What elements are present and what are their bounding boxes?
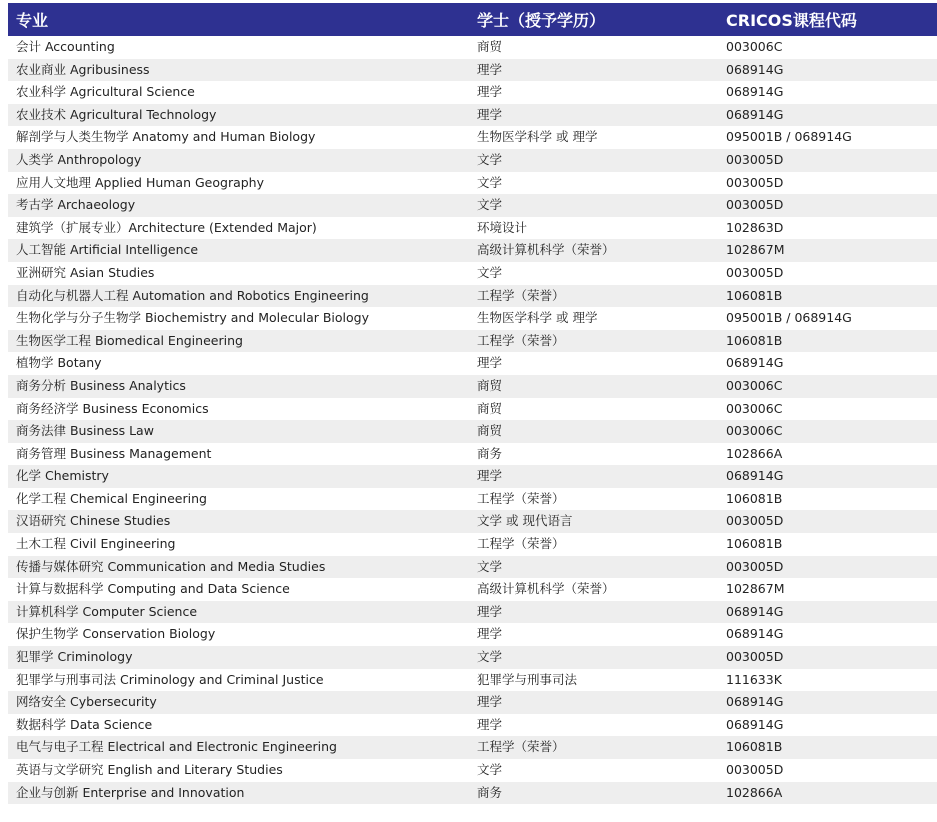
degree-cell: 理学 [477, 106, 503, 122]
major-cell: 商务经济学 Business Economics [16, 400, 209, 416]
table-row [8, 646, 937, 669]
header-cricos-code: CRICOS课程代码 [726, 11, 857, 30]
degree-cell: 文学 [477, 151, 503, 167]
table-row [8, 510, 937, 533]
table-row [8, 736, 937, 759]
degree-cell: 理学 [477, 355, 503, 371]
degree-cell: 高级计算机科学（荣誉） [477, 242, 615, 258]
table-row [8, 533, 937, 556]
degree-cell: 工程学（荣誉） [477, 739, 565, 755]
table-row [8, 59, 937, 82]
cricos-code-cell: 003005D [726, 264, 784, 280]
cricos-code-cell: 068914G [726, 61, 784, 77]
table-row [8, 126, 937, 149]
major-cell: 生物医学工程 Biomedical Engineering [16, 332, 243, 348]
cricos-code-cell: 068914G [726, 468, 784, 484]
major-cell: 化学工程 Chemical Engineering [16, 490, 207, 506]
cricos-code-cell: 068914G [726, 716, 784, 732]
cricos-code-cell: 003005D [726, 558, 784, 574]
cricos-code-cell: 102866A [726, 784, 783, 800]
table-row [8, 330, 937, 353]
cricos-code-cell: 068914G [726, 603, 784, 619]
major-cell: 犯罪学与刑事司法 Criminology and Criminal Justice [16, 671, 324, 687]
degree-cell: 商贸 [477, 39, 503, 54]
major-cell: 建筑学（扩展专业）Architecture (Extended Major) [16, 219, 317, 235]
table-body [8, 36, 937, 804]
table-row [8, 307, 937, 330]
major-cell: 亚洲研究 Asian Studies [16, 264, 155, 280]
degree-cell: 工程学（荣誉） [477, 536, 565, 552]
table-row [8, 420, 937, 443]
cricos-code-cell: 106081B [726, 332, 783, 348]
degree-cell: 商贸 [477, 400, 503, 416]
table-row [8, 714, 937, 737]
cricos-code-cell: 068914G [726, 106, 784, 122]
degree-cell: 理学 [477, 468, 503, 484]
degree-cell: 理学 [477, 716, 503, 732]
degree-cell: 文学 [477, 649, 503, 665]
table-row [8, 578, 937, 601]
header-row [8, 3, 937, 36]
degree-cell: 环境设计 [477, 219, 528, 235]
major-cell: 英语与文学研究 English and Literary Studies [16, 762, 283, 777]
cricos-code-cell: 003005D [726, 197, 784, 213]
degree-cell: 生物医学科学 或 理学 [477, 129, 598, 145]
major-cell: 计算机科学 Computer Science [16, 603, 198, 619]
major-cell: 农业技术 Agricultural Technology [16, 106, 217, 122]
major-cell: 应用人文地理 Applied Human Geography [16, 174, 265, 190]
cricos-code-cell: 102863D [726, 219, 784, 235]
table-row [8, 262, 937, 285]
cricos-code-cell: 003005D [726, 174, 784, 190]
major-cell: 人类学 Anthropology [16, 151, 142, 167]
cricos-code-cell: 102867M [726, 242, 785, 258]
major-cell: 保护生物学 Conservation Biology [16, 626, 216, 642]
table-row [8, 443, 937, 466]
major-cell: 会计 Accounting [16, 39, 115, 54]
cricos-code-cell: 003005D [726, 649, 784, 665]
cricos-code-cell: 003006C [726, 39, 783, 54]
cricos-code-cell: 003005D [726, 151, 784, 167]
header-degree: 学士（授予学历） [477, 11, 606, 30]
table-row [8, 217, 937, 240]
cricos-code-cell: 106081B [726, 739, 783, 755]
major-cell: 农业商业 Agribusiness [16, 61, 150, 77]
table-row [8, 149, 937, 172]
major-cell: 传播与媒体研究 Communication and Media Studies [16, 558, 326, 574]
table-row [8, 398, 937, 421]
cricos-code-cell: 068914G [726, 626, 784, 642]
table-row [8, 81, 937, 104]
cricos-code-cell: 102866A [726, 445, 783, 461]
cricos-code-cell: 102867M [726, 581, 785, 597]
table-row [8, 759, 937, 782]
degree-cell: 生物医学科学 或 理学 [477, 310, 598, 326]
cricos-code-cell: 003006C [726, 377, 783, 393]
degree-cell: 文学 [477, 174, 503, 190]
cricos-code-cell: 095001B / 068914G [726, 310, 852, 326]
major-cell: 数据科学 Data Science [16, 716, 153, 732]
table-row [8, 623, 937, 646]
table-row [8, 556, 937, 579]
cricos-code-cell: 095001B / 068914G [726, 129, 852, 145]
table-row [8, 669, 937, 692]
degree-cell: 工程学（荣誉） [477, 287, 565, 303]
cricos-code-cell: 003005D [726, 513, 784, 529]
cricos-code-cell: 068914G [726, 355, 784, 371]
degree-cell: 理学 [477, 61, 503, 77]
table-row [8, 239, 937, 262]
cricos-code-cell: 106081B [726, 536, 783, 552]
table-row [8, 691, 937, 714]
table-row [8, 36, 937, 59]
major-cell: 人工智能 Artificial Intelligence [16, 242, 199, 258]
degree-cell: 商务 [477, 445, 503, 461]
degree-cell: 文学 [477, 197, 503, 213]
major-cell: 自动化与机器人工程 Automation and Robotics Engineering [16, 287, 369, 303]
degree-cell: 理学 [477, 626, 503, 642]
major-cell: 化学 Chemistry [16, 468, 109, 484]
major-cell: 商务分析 Business Analytics [16, 377, 186, 393]
major-cell: 植物学 Botany [16, 355, 102, 371]
header-major: 专业 [16, 11, 49, 30]
degree-cell: 理学 [477, 84, 503, 100]
degree-cell: 工程学（荣誉） [477, 332, 565, 348]
degree-cell: 商务 [477, 784, 503, 800]
degree-cell: 文学 [477, 264, 503, 280]
major-cell: 考古学 Archaeology [16, 197, 136, 213]
table-row [8, 352, 937, 375]
major-cell: 生物化学与分子生物学 Biochemistry and Molecular Biology [16, 310, 370, 326]
degree-cell: 文学 [477, 558, 503, 574]
degree-cell: 文学 或 现代语言 [477, 513, 573, 529]
cricos-code-cell: 106081B [726, 490, 783, 506]
major-cell: 计算与数据科学 Computing and Data Science [16, 581, 290, 597]
major-cell: 商务管理 Business Management [16, 445, 212, 461]
majors-table [8, 3, 937, 804]
degree-cell: 商贸 [477, 377, 503, 393]
degree-cell: 工程学（荣誉） [477, 490, 565, 506]
degree-cell: 理学 [477, 603, 503, 619]
major-cell: 网络安全 Cybersecurity [16, 694, 157, 710]
cricos-code-cell: 068914G [726, 84, 784, 100]
cricos-code-cell: 003006C [726, 423, 783, 439]
cricos-code-cell: 003005D [726, 762, 784, 777]
table-row [8, 375, 937, 398]
table-row [8, 465, 937, 488]
degree-cell: 犯罪学与刑事司法 [477, 671, 578, 687]
table-row [8, 601, 937, 624]
major-cell: 商务法律 Business Law [16, 423, 154, 439]
major-cell: 解剖学与人类生物学 Anatomy and Human Biology [16, 129, 316, 145]
major-cell: 土木工程 Civil Engineering [16, 536, 176, 552]
major-cell: 犯罪学 Criminology [16, 649, 133, 665]
degree-cell: 高级计算机科学（荣誉） [477, 581, 615, 597]
degree-cell: 商贸 [477, 423, 503, 439]
table-row [8, 285, 937, 308]
cricos-code-cell: 106081B [726, 287, 783, 303]
cricos-code-cell: 003006C [726, 400, 783, 416]
table-row [8, 194, 937, 217]
degree-cell: 理学 [477, 694, 503, 710]
major-cell: 汉语研究 Chinese Studies [16, 513, 171, 529]
table-row [8, 104, 937, 127]
table-row [8, 782, 937, 805]
cricos-code-cell: 111633K [726, 671, 782, 687]
cricos-code-cell: 068914G [726, 694, 784, 710]
degree-cell: 文学 [477, 762, 503, 777]
major-cell: 企业与创新 Enterprise and Innovation [16, 784, 245, 800]
major-cell: 农业科学 Agricultural Science [16, 84, 195, 100]
table-header [8, 3, 937, 36]
table-row [8, 488, 937, 511]
major-cell: 电气与电子工程 Electrical and Electronic Engineering [16, 739, 337, 755]
table-row [8, 172, 937, 195]
